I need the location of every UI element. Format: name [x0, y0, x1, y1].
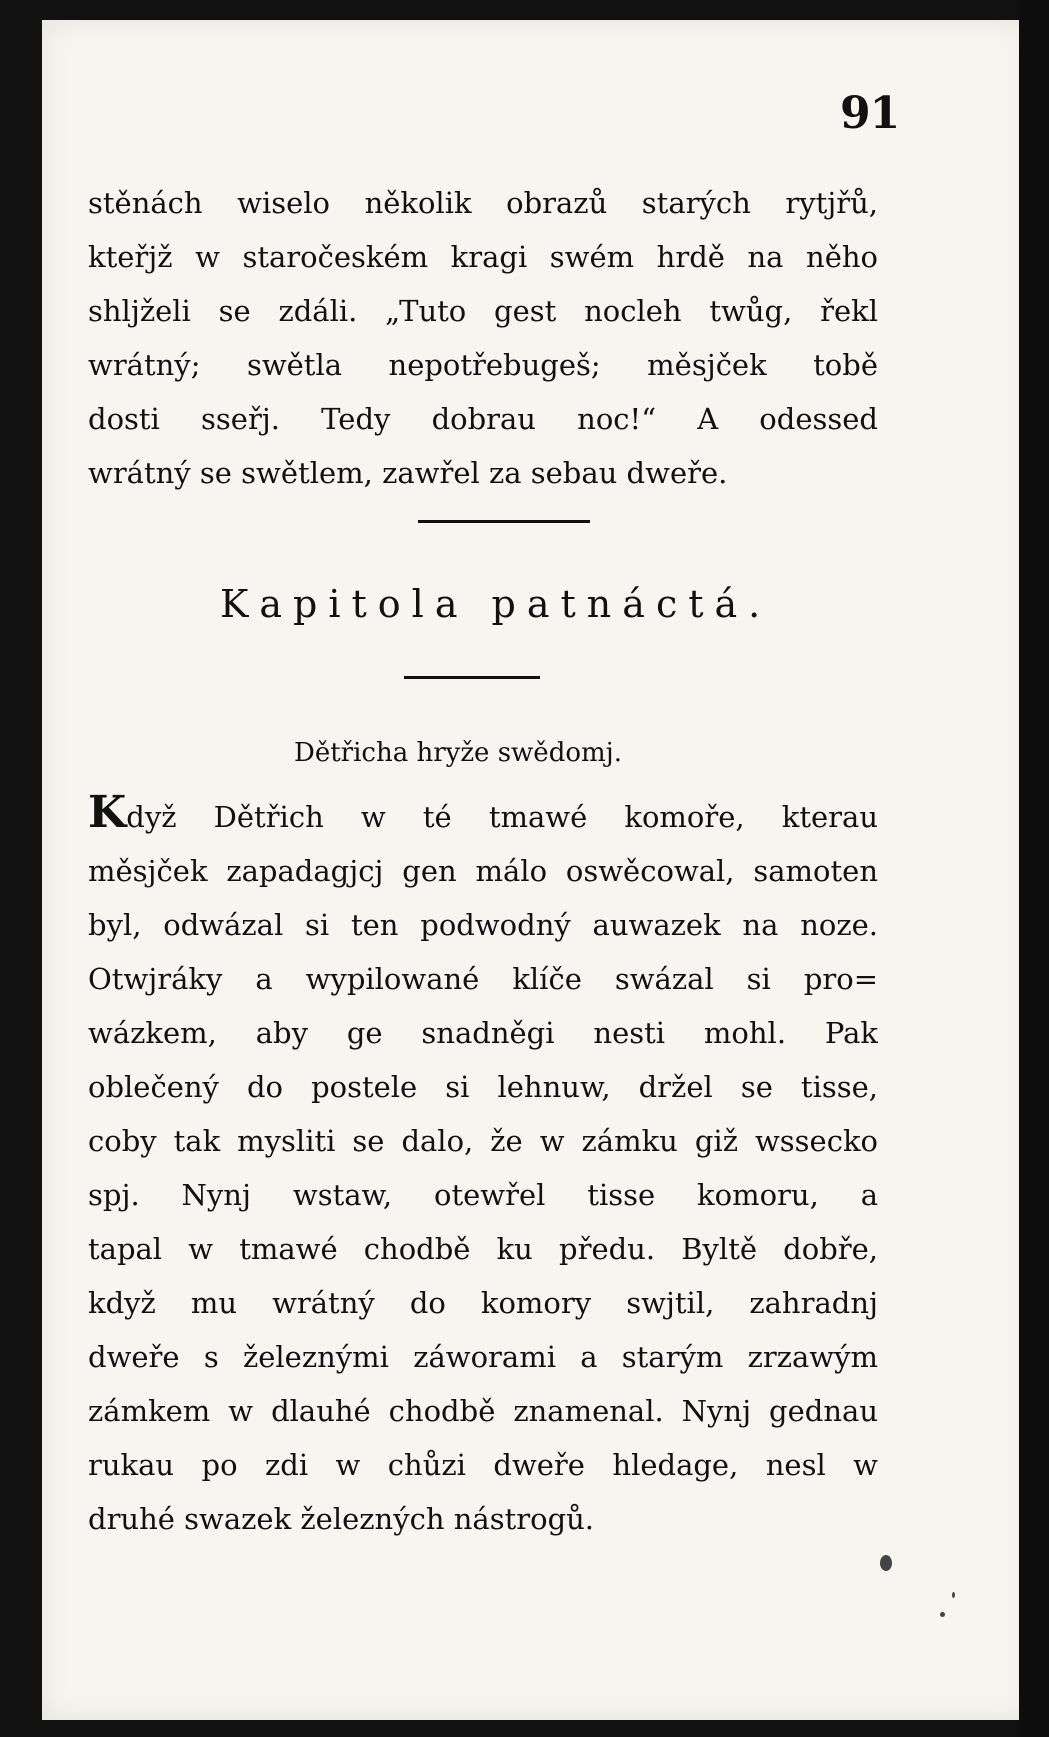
text-line: měsjček zapadagjcj gen málo oswěcowal, samoten	[88, 854, 878, 888]
section-divider-rule	[418, 520, 590, 523]
text-line: wázkem, aby ge snadněgi nesti mohl. Pak	[88, 1016, 878, 1050]
text-line: dweře s železnými záworami a starým zrzawým	[88, 1340, 878, 1374]
main-paragraph	[88, 790, 878, 1546]
page-edge-shadow	[1019, 0, 1049, 1737]
text-line-first	[88, 790, 878, 844]
chapter-title: Kapitola patnáctá.	[220, 582, 772, 626]
text-line: oblečený do postele si lehnuw, držel se tisse,	[88, 1070, 878, 1104]
text-line: druhé swazek železných nástrogů.	[88, 1502, 595, 1536]
text-line: zámkem w dlauhé chodbě znamenal. Nynj gednau	[88, 1394, 878, 1428]
text-line: wrátný; swětla nepotřebugeš; měsjček tobě	[88, 348, 878, 382]
text-line: spj. Nynj wstaw, otewřel tisse komoru, a	[88, 1178, 878, 1212]
text-line: Otwjráky a wypilowané klíče swázal si pro=	[88, 962, 878, 996]
text-line: wrátný se swětlem, zawřel za sebau dweře.	[88, 456, 728, 490]
chapter-subtitle: Dětřicha hryže swědomj.	[294, 738, 622, 768]
text-line: byl, odwázal si ten podwodný auwazek na noze.	[88, 908, 878, 942]
paper-speck	[940, 1612, 945, 1617]
text-line: shljželi se zdáli. „Tuto gest nocleh twůg, řekl	[88, 294, 878, 328]
paper-speck	[880, 1555, 892, 1571]
drop-capital: K	[88, 790, 127, 838]
page-number: 91	[840, 88, 900, 139]
text-line: když mu wrátný do komory swjtil, zahradnj	[88, 1286, 878, 1320]
text-line: dosti sseřj. Tedy dobrau noc!“ A odessed	[88, 402, 878, 436]
text-line: rukau po zdi w chůzi dweře hledage, nesl w	[88, 1448, 878, 1482]
text-line: tapal w tmawé chodbě ku předu. Byltě dobře,	[88, 1232, 878, 1266]
text-line: kteřjž w staročeském kragi swém hrdě na něho	[88, 240, 878, 274]
text-line: coby tak mysliti se dalo, že w zámku giž wssecko	[88, 1124, 878, 1158]
text-line-rest: dyž Dětřich w té tmawé komoře, kterau	[126, 800, 878, 834]
chapter-divider-rule	[404, 676, 540, 679]
text-line: stěnách wiselo několik obrazů starých rytjřů,	[88, 186, 878, 220]
paper-speck	[952, 1592, 955, 1598]
top-paragraph	[88, 176, 878, 500]
